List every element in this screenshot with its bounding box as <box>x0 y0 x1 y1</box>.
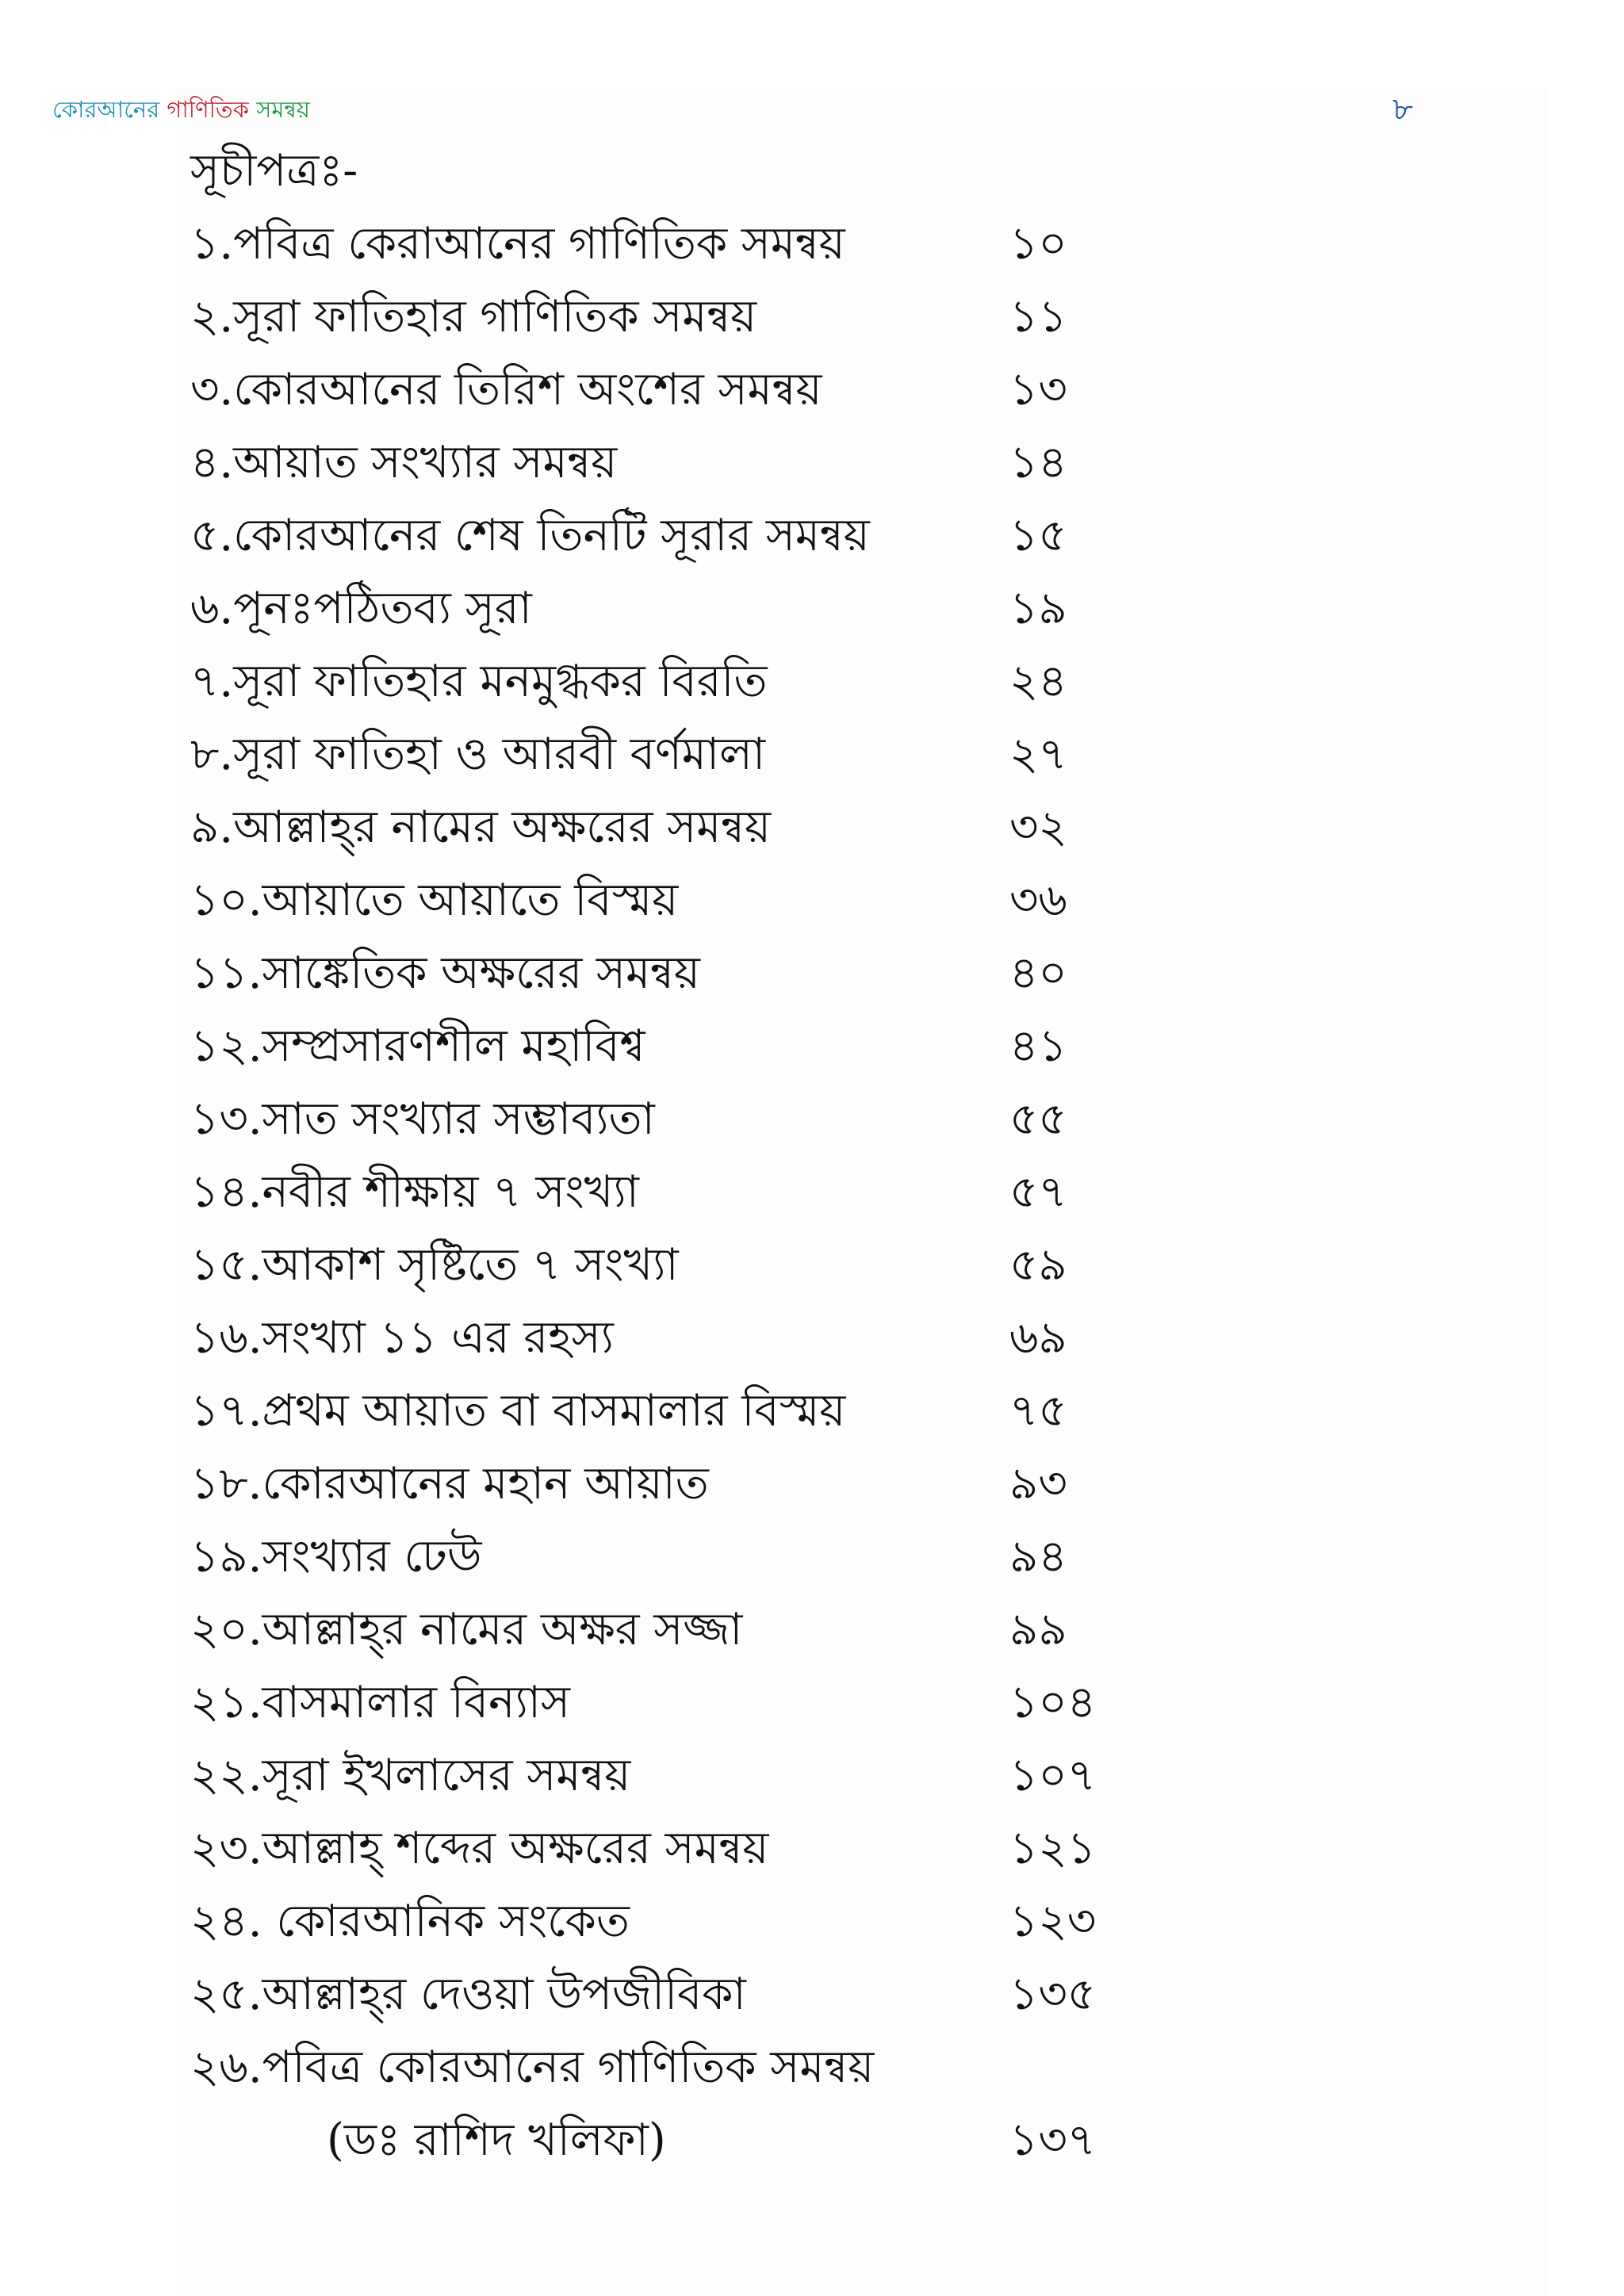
toc-entry-page: ১২৩ <box>1009 1896 1097 1947</box>
toc-entry-page: ১৪ <box>1009 437 1067 488</box>
toc-entry <box>190 281 1126 354</box>
toc-entry-title: ২১.বাসমালার বিন্যাস <box>190 1677 570 1728</box>
toc-entry-page: ১০৭ <box>1009 1750 1097 1801</box>
toc-entry-page: ৯৩ <box>1009 1458 1067 1510</box>
toc-entry-page: ১৩৭ <box>1009 2114 1097 2166</box>
toc-entry-page: ২৭ <box>1009 729 1067 780</box>
header-title-part: গাণিতিক <box>167 96 257 123</box>
toc-entry-title: ২৬.পবিত্র কোরআনের গাণিতিক সমন্বয় <box>190 2042 875 2093</box>
toc-entry <box>190 499 1126 572</box>
toc-entry-title: ৩.কোরআনের তিরিশ অংশের সমন্বয় <box>190 364 822 415</box>
toc-entry <box>190 427 1126 499</box>
toc-entry-page: ৬৯ <box>1009 1312 1067 1364</box>
toc-entry-title: ১৬.সংখ্যা ১১ এর রহস্য <box>190 1312 614 1364</box>
toc-entry-title: ১৭.প্রথম আয়াত বা বাসমালার বিস্ময় <box>190 1385 846 1437</box>
toc-entry <box>190 1156 1126 1229</box>
toc-entry-title: ২.সূরা ফাতিহার গাণিতিক সমন্বয় <box>190 291 757 342</box>
toc-entry-title: ২৪. কোরআনিক সংকেত <box>190 1896 630 1947</box>
running-header <box>52 94 310 125</box>
toc-entry-title: ২৫.আল্লাহ্‌র দেওয়া উপজীবিকা <box>190 1969 746 2020</box>
toc-entry <box>190 2031 1126 2177</box>
toc-entry-page: ৫৫ <box>1009 1093 1067 1145</box>
toc-entry-title: ৭.সূরা ফাতিহার মনমুগ্ধকর বিরতি <box>190 656 768 707</box>
toc-entry <box>190 937 1126 1010</box>
toc-entry-title: ১০.আয়াতে আয়াতে বিস্ময় <box>190 874 679 926</box>
toc-entry <box>190 864 1126 937</box>
header-title-part: সমন্বয় <box>256 96 310 123</box>
toc-entry <box>190 1739 1126 1812</box>
toc-entry-page: ৯৪ <box>1009 1531 1067 1582</box>
toc-entry-page: ২৪ <box>1009 656 1067 707</box>
toc-entry-title: ৮.সূরা ফাতিহা ও আরবী বর্ণমালা <box>190 729 766 780</box>
toc-entry <box>190 208 1126 281</box>
toc-entry <box>190 1302 1126 1375</box>
toc-heading: সূচীপত্রঃ- <box>190 145 358 197</box>
toc-entry-page: ৫৯ <box>1009 1239 1067 1291</box>
toc-entry-title: ২৩.আল্লাহ্‌ শব্দের অক্ষরের সমন্বয় <box>190 1823 769 1874</box>
toc-entry-page: ১৩৫ <box>1009 1969 1097 2020</box>
toc-entry <box>190 1448 1126 1521</box>
toc-entry-page: ১২১ <box>1009 1823 1097 1874</box>
toc-entry <box>190 791 1126 864</box>
toc-entry-page: ১০৪ <box>1009 1677 1097 1728</box>
toc-entry-title: ১২.সম্প্রসারণশীল মহাবিশ্ব <box>190 1020 645 1072</box>
toc-entry-page: ৪১ <box>1009 1020 1067 1072</box>
toc-entry-page: ১৩ <box>1009 364 1067 415</box>
toc-entry <box>190 572 1126 645</box>
toc-entry <box>190 645 1126 718</box>
header-title-part: কোরআনের <box>52 96 167 123</box>
toc-entry <box>190 1521 1126 1594</box>
toc-entry <box>190 354 1126 427</box>
toc-entry <box>190 1083 1126 1156</box>
toc-entry-title: ১৩.সাত সংখ্যার সম্ভাব্যতা <box>190 1093 655 1145</box>
toc-entry-title: ৬.পূনঃপঠিতব্য সূরা <box>190 583 532 634</box>
toc-entry-page: ৯৯ <box>1009 1604 1067 1655</box>
toc-entry-title: ২০.আল্লাহ্‌র নামের অক্ষর সজ্জা <box>190 1604 743 1655</box>
toc-entry-title: ১১.সাঙ্কেতিক অক্ষরের সমন্বয় <box>190 947 700 999</box>
toc-entry-subtitle: (ডঃ রাশিদ খলিফা) <box>327 2114 666 2166</box>
toc-entry <box>190 1958 1126 2031</box>
toc-entry-page: ১১ <box>1009 291 1067 342</box>
toc-entry <box>190 1885 1126 1958</box>
toc-entry <box>190 1812 1126 1885</box>
toc-entry-page: ৭৫ <box>1009 1385 1067 1437</box>
toc-entry <box>190 718 1126 791</box>
toc-entry-page: ৪০ <box>1009 947 1067 999</box>
toc-entry <box>190 1375 1126 1448</box>
toc-entry-page: ৫৭ <box>1009 1166 1067 1218</box>
toc-entry-page: ৩২ <box>1009 802 1067 853</box>
toc-entry-title: ১৯.সংখ্যার ঢেউ <box>190 1531 482 1582</box>
toc-entry-page: ১৯ <box>1009 583 1067 634</box>
toc-entry-page: ১০ <box>1009 218 1067 270</box>
toc-entry <box>190 1229 1126 1302</box>
toc-entry-title: ১.পবিত্র কেরাআনের গাণিতিক সমন্বয় <box>190 218 845 270</box>
table-of-contents <box>190 208 1126 2177</box>
toc-entry-title: ১৫.আকাশ সৃষ্টিতে ৭ সংখ্যা <box>190 1239 679 1291</box>
toc-entry-title: ২২.সূরা ইখলাসের সমন্বয় <box>190 1750 631 1801</box>
toc-entry-title: ৪.আয়াত সংখ্যার সমন্বয় <box>190 437 618 488</box>
toc-entry <box>190 1010 1126 1083</box>
toc-entry-page: ১৫ <box>1009 510 1067 561</box>
toc-entry-page: ৩৬ <box>1009 874 1067 926</box>
toc-entry <box>190 1594 1126 1667</box>
toc-entry <box>190 1667 1126 1739</box>
page-number: ৮ <box>1392 91 1413 128</box>
toc-entry-title: ১৮.কোরআনের মহান আয়াত <box>190 1458 709 1510</box>
toc-entry-title: ১৪.নবীর শীক্ষায় ৭ সংখ্যা <box>190 1166 639 1218</box>
toc-entry-title: ৯.আল্লাহ্‌র নামের অক্ষরের সমন্বয় <box>190 802 771 853</box>
toc-entry-title: ৫.কোরআনের শেষ তিনটি সূরার সমন্বয় <box>190 510 870 561</box>
